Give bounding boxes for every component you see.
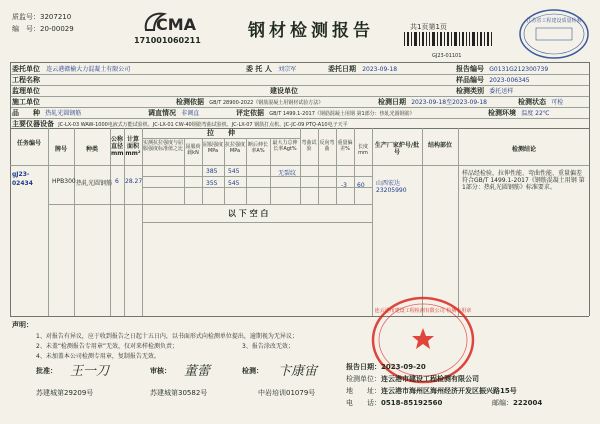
basis-label: 检测依据 — [176, 98, 204, 106]
person-label: 委 托 人 — [246, 65, 272, 73]
sample-no-label: 样品编号 — [456, 76, 484, 84]
hdr-result: 检测结论 — [511, 146, 536, 153]
cell-bend: 无裂纹 — [278, 170, 297, 177]
cell-batch: 23205990 — [376, 187, 407, 194]
barcode — [402, 31, 494, 45]
cell-length: 60 — [357, 182, 365, 189]
cell-tensile-2: 545 — [228, 180, 240, 187]
date-label: 委托日期 — [328, 65, 356, 73]
test-unit-value: 连云港市建设工程检测有限公司 — [381, 375, 479, 383]
cell-weight-dev: -3 — [341, 182, 347, 189]
report-no-value: G0131G212300739 — [489, 66, 549, 73]
cell-grade: HPB300 — [52, 178, 76, 185]
construction-label: 建设单位 — [270, 87, 298, 95]
test-label: 检测： — [242, 367, 263, 375]
env-row — [488, 108, 550, 118]
review-cert: 苏建城第30582号 — [150, 389, 208, 397]
review-label: 审核： — [150, 367, 171, 375]
seal-top-text: 江苏省工程建设质量检测 — [526, 18, 582, 24]
person-row — [246, 64, 296, 74]
quality-id — [12, 12, 71, 22]
serial-value: 20-00029 — [40, 25, 74, 33]
address — [346, 386, 517, 396]
test-date-row — [378, 97, 487, 107]
seal-icon — [518, 8, 590, 60]
hdr-kind: 种类 — [85, 146, 98, 153]
test-signature: 卞康宙 — [278, 364, 318, 379]
hdr-rebend: 反向弯曲 — [319, 140, 335, 152]
hdr-tensile-group: 拉 伸 — [207, 129, 235, 137]
category-value: 热轧光圆钢筋 — [45, 110, 82, 117]
postcode-value: 222004 — [513, 399, 543, 407]
hdr-manufacturer: 生产厂家炉号/批号 — [374, 142, 420, 156]
env-label: 检测环境 — [488, 109, 516, 117]
report-no-label: 报告编号 — [456, 65, 484, 73]
approve-signature: 王一刀 — [70, 364, 110, 379]
report-date-label: 报告日期： — [346, 363, 381, 371]
test-date-value: 2023-09-18至2023-09-18 — [411, 99, 487, 106]
test-type-label: 检测类别 — [456, 87, 484, 95]
test-cert: 中岩培训01079号 — [258, 389, 316, 397]
approve-cert: 苏建城第29209号 — [36, 389, 94, 397]
cell-manufacturer: 山西宏达 — [376, 180, 401, 187]
client-value: 连云港赣榆大力混凝土有限公司 — [46, 66, 131, 73]
report-no-row — [456, 64, 548, 74]
review-signature: 董蕾 — [184, 364, 211, 379]
cell-sample-no: gJ23-02434 — [12, 171, 33, 187]
cma-logo — [142, 10, 204, 34]
equip-label: 主要仪器设备 — [12, 120, 54, 128]
hdr-diameter: 公称直径mm — [111, 136, 124, 157]
test-unit-label: 检测单位： — [346, 375, 381, 383]
cma-number: 171001060211 — [134, 36, 201, 45]
adjust-label: 调直情况 — [148, 109, 176, 117]
cell-kind: 热轧光圆钢筋 — [76, 180, 113, 187]
hdr-length: 长度mm — [357, 144, 368, 156]
cell-yield-strength-1: 385 — [206, 168, 218, 175]
adjust-value: 非调直 — [181, 110, 200, 117]
hdr-yield-strength: 屈服强度MPa — [203, 142, 224, 154]
notes-label: 声明： — [12, 321, 33, 329]
serial-label: 编 号： — [12, 25, 40, 33]
quality-id-label: 质监号： — [12, 13, 40, 21]
note-4: 4、未加盖本公司检测专用章，复制报告无效。 — [36, 353, 160, 360]
cell-area: 28.27 — [125, 178, 143, 185]
cma-logo-icon — [142, 10, 204, 34]
sample-no-value: 2023-006345 — [489, 77, 530, 84]
hdr-elongation: 断后伸长率A% — [247, 142, 268, 154]
basis-value: GB/T 28900-2022《钢筋混凝土用钢材试验方法》 — [209, 100, 324, 106]
test-type-value: 委托送样 — [489, 88, 514, 95]
hdr-grade: 牌号 — [54, 146, 67, 153]
hdr-conclusion: 结构部位 — [427, 142, 452, 149]
equip-value: JC-LX-03 WAW-1000电液式万能试验机、JC-LX-01 CW-40钢筋弯曲试验机、JC-LX-07 钢筋打点机、JC-JC-09 PTQ-A10电子天平 — [58, 122, 348, 128]
hdr-yield-ratio: 实测抗拉强度与屈服强度标准值之比 — [143, 140, 184, 152]
blank-marker: 以 下 空 白 — [228, 209, 269, 218]
builder-label: 施工单位 — [12, 98, 40, 106]
client-row — [12, 64, 130, 74]
note-3: 3、报告涂改无效； — [242, 343, 294, 350]
assess-label: 评定依据 — [236, 109, 264, 117]
address-label: 地 址： — [346, 387, 381, 395]
phone — [346, 398, 442, 408]
supervisor-label: 监理单位 — [12, 87, 40, 95]
hdr-max-elongation: 最大力总伸长率Agt% — [272, 140, 298, 152]
address-value: 连云港市海州区海州经济开发区振兴路15号 — [381, 387, 517, 395]
phone-value: 0518-85192560 — [381, 399, 443, 407]
report-date — [346, 362, 426, 372]
test-date-label: 检测日期 — [378, 98, 406, 106]
serial-number — [12, 24, 74, 34]
category-label: 品 种 — [12, 109, 40, 117]
test-type-row — [456, 86, 513, 96]
seal-bottom-text: 连云港市建设工程检测有限公司 检测专用章 — [374, 308, 472, 314]
test-unit — [346, 374, 479, 384]
phone-label: 电 话： — [346, 399, 381, 407]
top-seal — [518, 8, 590, 60]
adjust-row — [148, 108, 199, 118]
assess-row — [236, 108, 415, 118]
approve-label: 批准： — [36, 367, 57, 375]
report-title: 钢材检测报告 — [248, 21, 374, 41]
barcode-icon — [402, 32, 494, 46]
assess-value: GB/T 1499.1-2017《钢筋混凝土用钢 第1部分：热轧光圆钢筋》 — [269, 111, 415, 117]
hdr-yield-load: 屈服荷载kN — [185, 144, 201, 156]
env-value: 温度 22℃ — [521, 110, 550, 117]
person-value: 刘宗军 — [278, 66, 297, 73]
postcode — [492, 398, 542, 408]
cma-logo-text: CMA — [156, 15, 197, 34]
report-date-value: 2023-09-20 — [381, 363, 426, 371]
date-value: 2023-09-18 — [362, 66, 398, 73]
note-2: 2、未盖“检测报告专用章”无效，仅对来样检测负责； — [36, 343, 179, 350]
cell-yield-strength-2: 355 — [206, 180, 218, 187]
sample-no-row — [456, 75, 530, 85]
client-label: 委托单位 — [12, 65, 40, 73]
page-info: 共1页第1页 — [410, 23, 447, 31]
note-1: 1、对报告有异议，应于收到报告之日起十五日内，以书面形式向检测单位提出，逾期视为无异议； — [36, 333, 298, 340]
cell-tensile-1: 545 — [228, 168, 240, 175]
project-label: 工程名称 — [12, 76, 40, 84]
hdr-tensile-strength: 抗拉强度MPa — [225, 142, 246, 154]
hdr-area: 计算面积mm² — [125, 136, 141, 157]
postcode-label: 邮编： — [492, 399, 513, 407]
cell-diameter: 6 — [115, 178, 119, 185]
basis-row — [176, 97, 323, 107]
test-status-value: 可检 — [551, 99, 564, 106]
category-row — [12, 108, 81, 118]
hdr-bend: 弯曲试验 — [301, 140, 317, 152]
test-status-row — [518, 97, 563, 107]
hdr-sample-no: 任务编号 — [16, 140, 41, 147]
barcode-text: GJ23-01101 — [432, 53, 462, 59]
test-status-label: 检测状态 — [518, 98, 546, 106]
cell-result: 样品经检验，拉伸性能、弯曲性能、重量偏差符合GB/T 1499.1-2017《钢筋混凝土用钢 第1部分：热轧光圆钢筋》标准要求。 — [462, 170, 585, 191]
date-row — [328, 64, 397, 74]
quality-id-value: 3207210 — [40, 13, 72, 21]
hdr-weight-dev: 重量偏差% — [337, 140, 353, 152]
